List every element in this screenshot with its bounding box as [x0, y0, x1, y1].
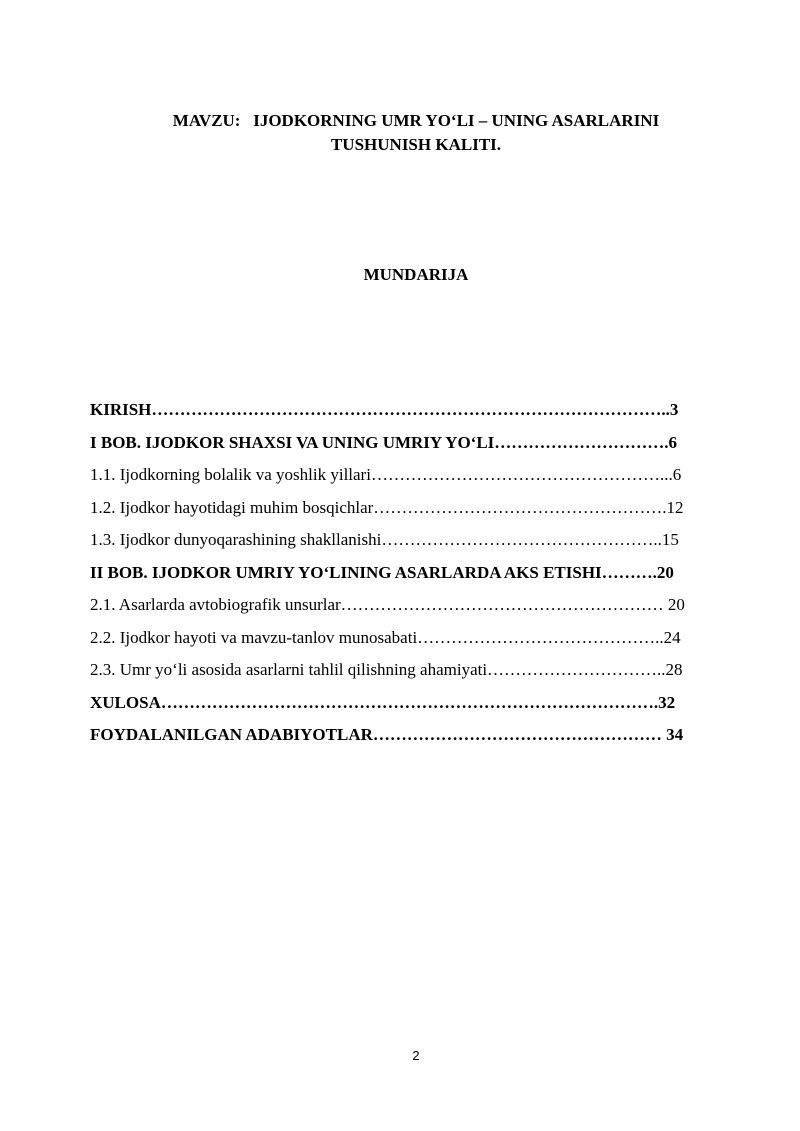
document-title — [90, 109, 742, 157]
title-line-1: MAVZU: IJODKORNING UMR YO‘LI – UNING ASARLARINI — [172, 111, 660, 130]
toc-entry-section-2-3: 2.3. Umr yo‘li asosida asarlarni tahlil qilishning ahamiyati…………………………..28 — [90, 660, 683, 679]
toc-entry-section-1-2: 1.2. Ijodkor hayotidagi muhim bosqichlar…………………………………………….12 — [90, 497, 684, 517]
toc-entry-conclusion: XULOSA…………………………………………………………………………….32 — [90, 692, 676, 712]
toc-entry-section-1-3: 1.3. Ijodkor dunyoqarashining shakllanishi…………………………………………..15 — [90, 530, 679, 549]
toc-entry-section-1-1: 1.1. Ijodkorning bolalik va yoshlik yillari……………………………………………...6 — [90, 465, 682, 484]
toc-entry-section-2-1: 2.1. Asarlarda avtobiografik unsurlar………………………………………………… 20 — [90, 595, 685, 614]
table-of-contents-heading: MUNDARIJA — [363, 265, 469, 284]
toc-entry-chapter-2: II BOB. IJODKOR UMRIY YO‘LINING ASARLARDA AKS ETISHI……….20 — [90, 562, 674, 582]
toc-entry-introduction: KIRISH………………………………………………………………………………..3 — [90, 400, 679, 419]
table-of-contents — [90, 394, 742, 752]
toc-entry-chapter-1: I BOB. IJODKOR SHAXSI VA UNING UMRIY YO‘LI………………………….6 — [90, 432, 678, 452]
title-line-2: TUSHUNISH KALITI. — [330, 135, 502, 154]
page-number: 2 — [412, 1048, 420, 1063]
toc-entry-section-2-2: 2.2. Ijodkor hayoti va mavzu-tanlov munosabati……………………………………..24 — [90, 627, 681, 647]
toc-entry-references: FOYDALANILGAN ADABIYOTLAR…………………………………………… 34 — [90, 725, 684, 744]
